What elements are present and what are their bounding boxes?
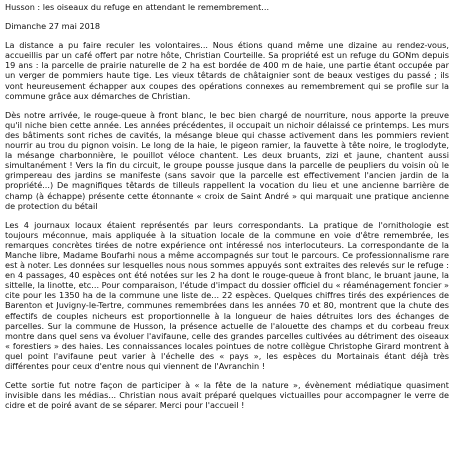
paragraph-press: Les 4 journaux locaux étaient représentés par leurs correspondants. La pratique de l'ornithologie est toujours méconnue, mais appliquée à la situation locale de la commune en voie d'être remembrée, les remarques concrètes tirées de notre expérience ont intéressé nos interlocuteurs. La correspondante de la Manche libre, Madame Boufarhi nous a même accompagnés sur tout le parcours. Ce professionnalisme rare est à noter. Les données sur lesquelles nous nous sommes appuyés sont extraites des relevés sur le refuge : en 4 passages, 40 espèces ont été notées sur les 2 ha dont le rouge-queue à front blanc, le bruant jaune, la sittelle, la linotte, etc... Pour comparaison, l'étude d'impact du dossier officiel du « réaménagement foncier » cite pour les 1350 ha de la commune une liste de... 22 espèces. Quelques chiffres tirés des expériences de Barenton et Juvigny-le-Tertre, communes remembrées dans les années 70 et 80, montrent que la chute des effectifs de couples nicheurs est proportionnelle à la longueur de haies détruites lors des échanges de parcelles. Sur la commune de Husson, la présence actuelle de l'alouette des champs et du corbeau freux montre dans quel sens va évoluer l'avifaune, celle des grandes parcelles cultivées au détriment des oiseaux « forestiers » des haies. Les connaissances locales pointues de notre collègue Christophe Girard montrent à quel point l'avifaune peut varier à l'échelle des « pays », les espèces du Mortainais étant déjà très différentes pour ceux d'entre nous qui viennent de l'Avranchin ! (5, 219, 449, 371)
spacer (5, 12, 449, 21)
article-title: Husson : les oiseaux du refuge en attendant le remembrement... (5, 2, 270, 12)
spacer (5, 101, 449, 110)
paragraph-intro: La distance a pu faire reculer les volontaires... Nous étions quand même une dizaine au rendez-vous, accueillis par un café offert par notre hôte, Christian Courteille. Sa propriété est un refuge du GONm depuis 19 ans : la parcelle de prairie naturelle de 2 ha est bordée de 400 m de haie, une partie étant occupée par un verger de pommiers haute tige. Les vieux têtards de châtaignier sont de beaux vestiges du passé ; ils vont heureusement échapper aux coupes des opérations connexes au remembrement qui se profile sur la commune grâce aux démarches de Christian. (5, 40, 449, 101)
paragraph-observations: Dès notre arrivée, le rouge-queue à front blanc, le bec bien chargé de nourriture, nous apporte la preuve qu'il niche bien cette année. Les années précédentes, il occupait un nichoir délaissé ce printemps. Les murs des bâtiments sont riches de cavités, la mésange bleue qui chasse activement dans les pommiers revient nourrir au trou du pignon voisin. Le long de la haie, le pigeon ramier, la fauvette à tête noire, le troglodyte, la mésange charbonnière, le pouillot véloce chantent. Les deux bruants, zizi et jaune, chantent aussi simultanément ! Vers la fin du circuit, le groupe pousse jusque dans la parcelle de peupliers du voisin où le grimpereau des jardins se manifeste (sans savoir que la parcelle est effectivement l'ancien jardin de la propriété...) De magnifiques têtards de tilleuls rappellent la vocation du lieu et une ancienne barrière de champ (à échappe) présente cette étonnante « croix de Saint André » qui marquait une pratique ancienne de protection du bétail (5, 109, 449, 211)
article-date: Dimanche 27 mai 2018 (5, 21, 101, 32)
paragraph-closing: Cette sortie fut notre façon de participer à « la fête de la nature », évènement médiatique quasiment invisible dans les médias... Christian nous avait préparé quelques victuailles pour accompagner le verre de cidre et de poiré avant de se séparer. Merci pour l'accueil ! (5, 380, 449, 411)
spacer (5, 211, 449, 220)
spacer (5, 371, 449, 380)
spacer (5, 31, 449, 40)
